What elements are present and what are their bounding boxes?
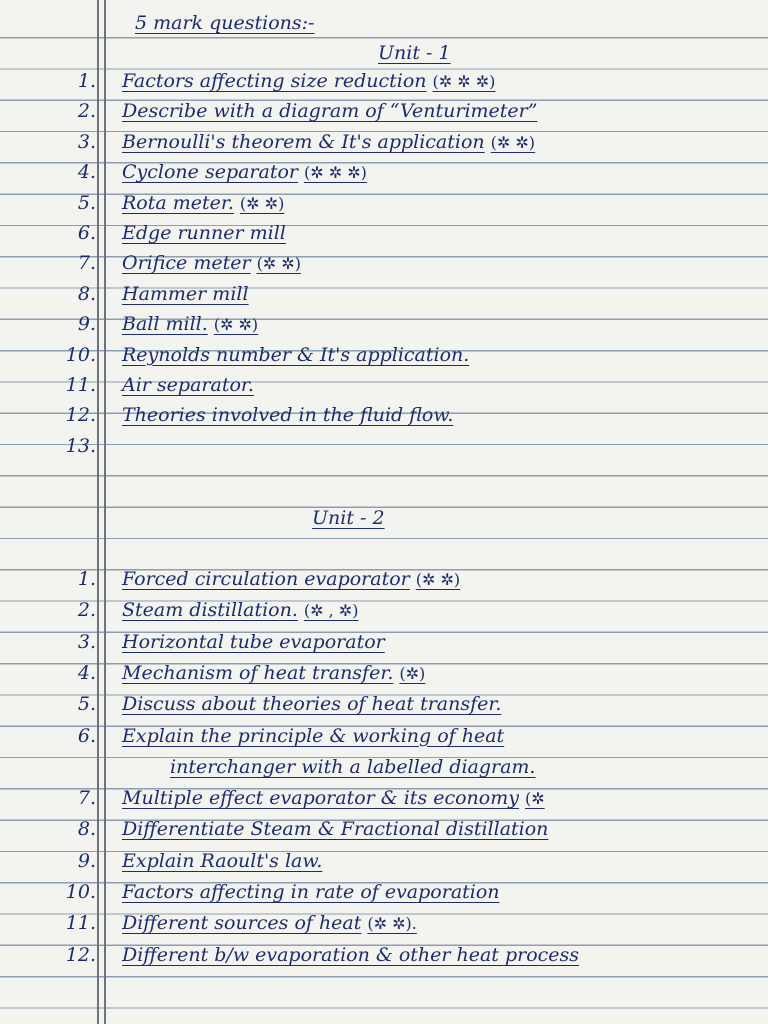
question-text: Discuss about theories of heat transfer. — [122, 693, 502, 716]
question-item — [122, 599, 358, 622]
importance-marks: (✲ ✲) — [256, 254, 301, 274]
question-text: Bernoulli's theorem & It's application — [122, 130, 485, 153]
question-text: Reynolds number & It's application. — [122, 343, 470, 366]
question-item — [122, 568, 460, 591]
item-number: 8. — [77, 818, 96, 841]
item-number: 7. — [77, 787, 96, 810]
page-title: 5 mark questions:- — [135, 12, 315, 34]
question-item — [122, 725, 510, 748]
question-text: Factors affecting size reduction — [122, 70, 427, 92]
item-number: 5. — [77, 693, 96, 716]
item-number: 7. — [77, 252, 96, 275]
item-number: 1. — [77, 70, 96, 92]
importance-marks: (✲ ✲) — [415, 570, 461, 589]
item-number: 6. — [77, 222, 96, 244]
question-item — [122, 693, 507, 716]
question-item — [122, 313, 258, 336]
question-item — [122, 222, 292, 245]
question-text: Explain the principle & working of heat — [122, 724, 505, 747]
unit1-heading: Unit - 1 — [378, 42, 451, 64]
question-item — [122, 100, 543, 123]
item-number: 2. — [77, 599, 96, 622]
question-text: Different sources of heat — [122, 912, 362, 935]
question-item — [122, 435, 128, 458]
question-item — [122, 912, 417, 935]
question-text: Mechanism of heat transfer. — [122, 661, 394, 684]
item-number: 4. — [77, 161, 96, 184]
question-item — [122, 192, 284, 215]
item-number: 6. — [77, 724, 96, 747]
question-text: Forced circulation evaporator — [122, 568, 410, 590]
question-text: interchanger with a labelled diagram. — [170, 755, 536, 778]
item-number: 1. — [77, 568, 96, 590]
item-number: 10. — [65, 881, 96, 903]
question-text: Horizontal tube evaporator — [122, 630, 385, 653]
item-number: 12. — [65, 943, 96, 966]
question-item — [122, 631, 391, 654]
item-number: 2. — [77, 100, 96, 123]
item-number: 12. — [65, 404, 96, 427]
question-item — [122, 70, 495, 93]
importance-marks: (✲ , ✲) — [303, 601, 359, 621]
question-item — [122, 818, 554, 841]
question-text: Orifice meter — [122, 252, 251, 275]
question-item — [122, 787, 545, 810]
question-text: Differentiate Steam & Fractional distillation — [122, 818, 549, 841]
question-text: Steam distillation. — [122, 599, 298, 622]
unit2-heading: Unit - 2 — [312, 507, 385, 529]
question-text: Ball mill. — [122, 313, 208, 336]
question-item — [122, 161, 367, 184]
importance-marks: (✲ ✲). — [367, 914, 417, 934]
question-item — [122, 944, 585, 967]
question-item — [122, 131, 535, 154]
item-number: 3. — [77, 130, 96, 153]
question-item — [122, 404, 459, 427]
question-text: Theories involved in the fluid flow. — [122, 404, 454, 427]
item-number: 9. — [77, 849, 96, 872]
margin-line — [97, 0, 99, 1024]
question-item — [170, 756, 541, 779]
question-text: Different b/w evaporation & other heat process — [122, 943, 580, 966]
question-item — [122, 374, 260, 397]
item-number: 9. — [77, 313, 96, 336]
question-item — [122, 850, 328, 873]
item-number: 10. — [65, 343, 96, 366]
item-number: 11. — [65, 374, 96, 396]
question-text: Explain Raoult's law. — [122, 849, 323, 872]
item-number: 4. — [77, 661, 96, 684]
item-number: 13. — [65, 434, 96, 457]
question-item — [122, 662, 425, 685]
importance-marks: (✲ ✲) — [490, 132, 536, 152]
item-number: 11. — [65, 912, 96, 935]
item-number: 3. — [77, 630, 96, 653]
item-number: 5. — [77, 191, 96, 214]
importance-marks: (✲ ✲ ✲) — [304, 163, 367, 183]
importance-marks: (✲) — [399, 663, 426, 683]
importance-marks: (✲ ✲) — [213, 315, 259, 335]
question-item — [122, 881, 506, 904]
margin-line — [104, 0, 106, 1024]
item-number: 8. — [77, 282, 96, 305]
question-text: Multiple effect evaporator & its economy — [122, 787, 519, 810]
question-item — [122, 252, 301, 275]
importance-marks: (✲ ✲ ✲) — [432, 72, 496, 91]
question-item — [122, 283, 255, 306]
question-text: Edge runner mill — [122, 222, 286, 244]
question-text: Factors affecting in rate of evaporation — [122, 881, 500, 903]
importance-marks: (✲ ✲) — [239, 193, 285, 213]
question-text: Air separator. — [122, 374, 254, 396]
importance-marks: (✲ — [525, 789, 545, 809]
question-text: Hammer mill — [122, 282, 249, 305]
question-item — [122, 344, 475, 367]
question-text: Describe with a diagram of “Venturimeter” — [122, 100, 538, 123]
question-text: Rota meter. — [122, 191, 234, 214]
question-text: Cyclone separator — [122, 161, 299, 184]
